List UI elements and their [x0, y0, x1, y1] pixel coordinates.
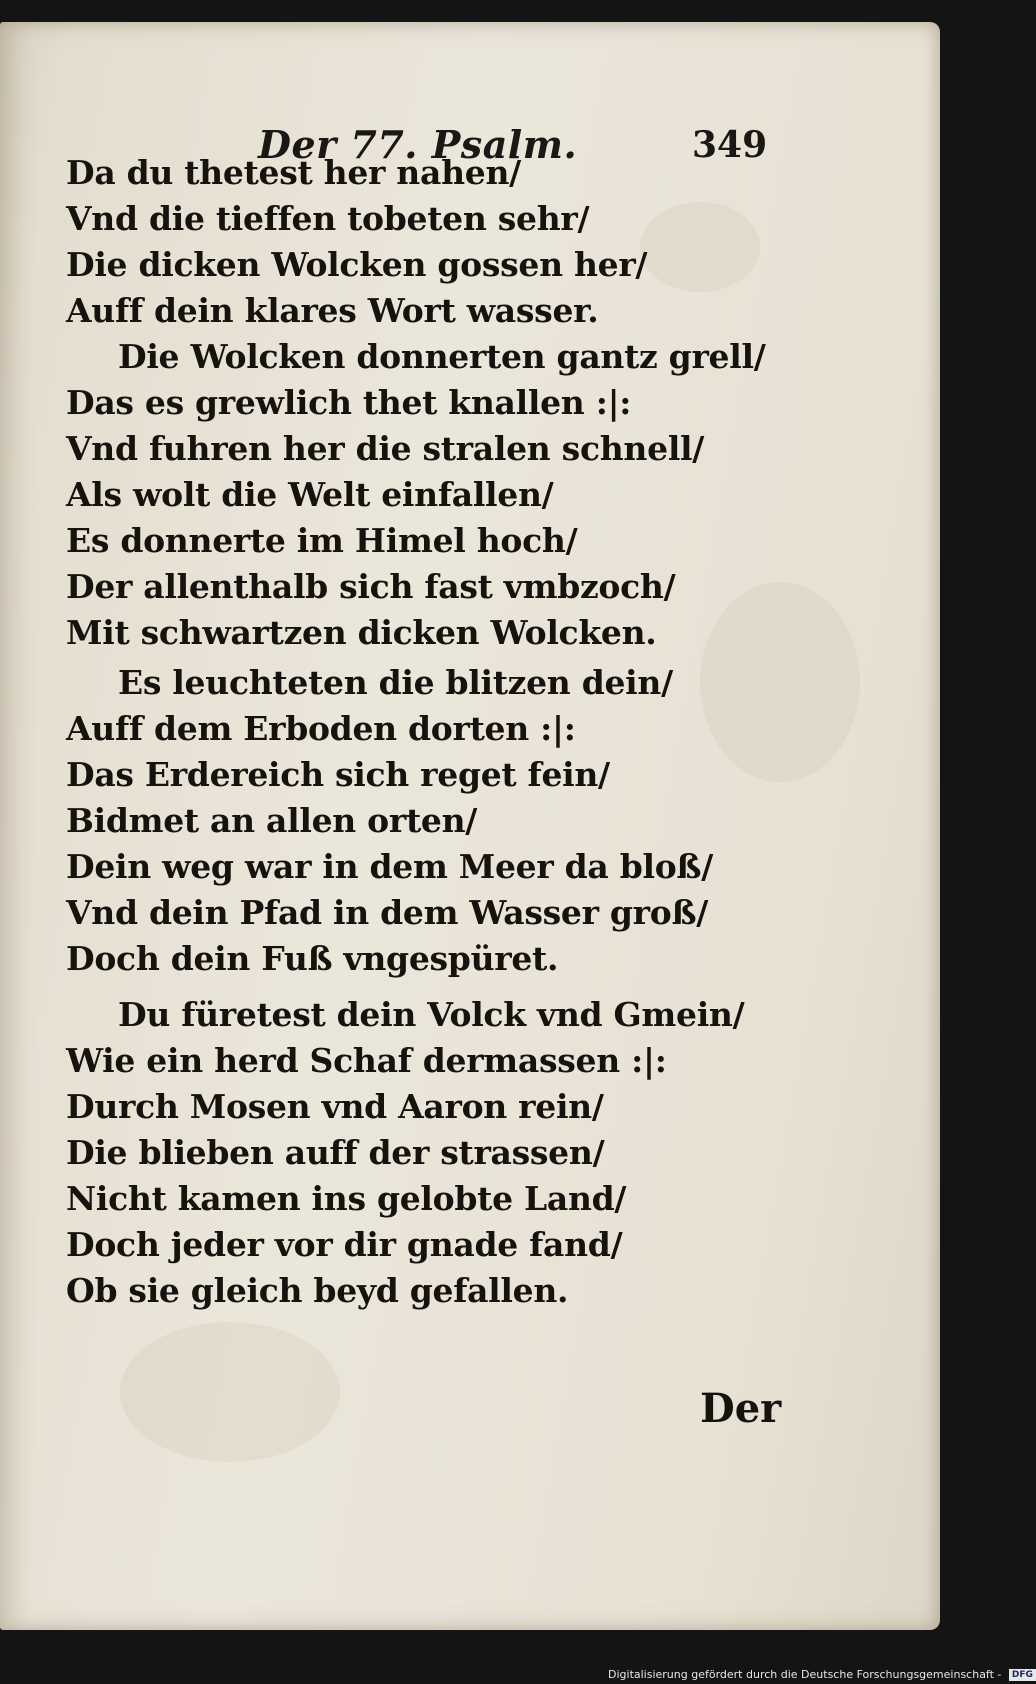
verse-line: Es donnerte im Himel hoch/ — [66, 521, 578, 560]
verse-line: Auff dem Erboden dorten :|: — [66, 709, 576, 748]
stanza-4 — [66, 992, 906, 1314]
verse-line: Dein weg war in dem Meer da bloß/ — [66, 847, 713, 886]
verse-line: Das es grewlich thet knallen :|: — [66, 383, 632, 422]
verse-line: Da du thetest her nahen/ — [66, 153, 521, 192]
verse-line: Wie ein herd Schaf dermassen :|: — [66, 1041, 667, 1080]
verse-line: Mit schwartzen dicken Wolcken. — [66, 613, 657, 652]
digitization-credit — [608, 1668, 1036, 1682]
verse-line: Doch dein Fuß vngespüret. — [66, 939, 559, 978]
verse-line: Durch Mosen vnd Aaron rein/ — [66, 1087, 604, 1126]
verse-line: Die blieben auff der strassen/ — [66, 1133, 605, 1172]
running-title: Der 77. Psalm. — [258, 122, 578, 167]
catchword: Der — [700, 1385, 782, 1432]
verse-line: Als wolt die Welt einfallen/ — [66, 475, 554, 514]
credit-text: Digitalisierung gefördert durch die Deutsche Forschungsgemeinschaft - — [608, 1668, 1002, 1681]
verse-line: Auff dein klares Wort wasser. — [66, 291, 599, 330]
page-number: 349 — [692, 124, 768, 166]
verse-line: Bidmet an allen orten/ — [66, 801, 478, 840]
verse-line: Der allenthalb sich fast vmbzoch/ — [66, 567, 676, 606]
paper-stain — [120, 1322, 340, 1462]
psalm-verses — [66, 150, 906, 1314]
verse-line: Ob sie gleich beyd gefallen. — [66, 1271, 569, 1310]
verse-line: Vnd die tieffen tobeten sehr/ — [66, 199, 590, 238]
verse-line: Es leuchteten die blitzen dein/ — [118, 663, 673, 702]
verse-line: Nicht kamen ins gelobte Land/ — [66, 1179, 627, 1218]
verse-line: Die dicken Wolcken gossen her/ — [66, 245, 648, 284]
verse-line: Doch jeder vor dir gnade fand/ — [66, 1225, 623, 1264]
stanza-1 — [66, 150, 906, 334]
verse-line: Das Erdereich sich reget fein/ — [66, 755, 610, 794]
verse-line: Vnd fuhren her die stralen schnell/ — [66, 429, 705, 468]
dfg-logo: DFG — [1009, 1669, 1036, 1681]
verse-line: Die Wolcken donnerten gantz grell/ — [118, 337, 766, 376]
stanza-3 — [66, 660, 906, 982]
verse-line: Vnd dein Pfad in dem Wasser groß/ — [66, 893, 708, 932]
verse-line: Du füretest dein Volck vnd Gmein/ — [118, 995, 745, 1034]
stanza-2 — [66, 334, 906, 656]
